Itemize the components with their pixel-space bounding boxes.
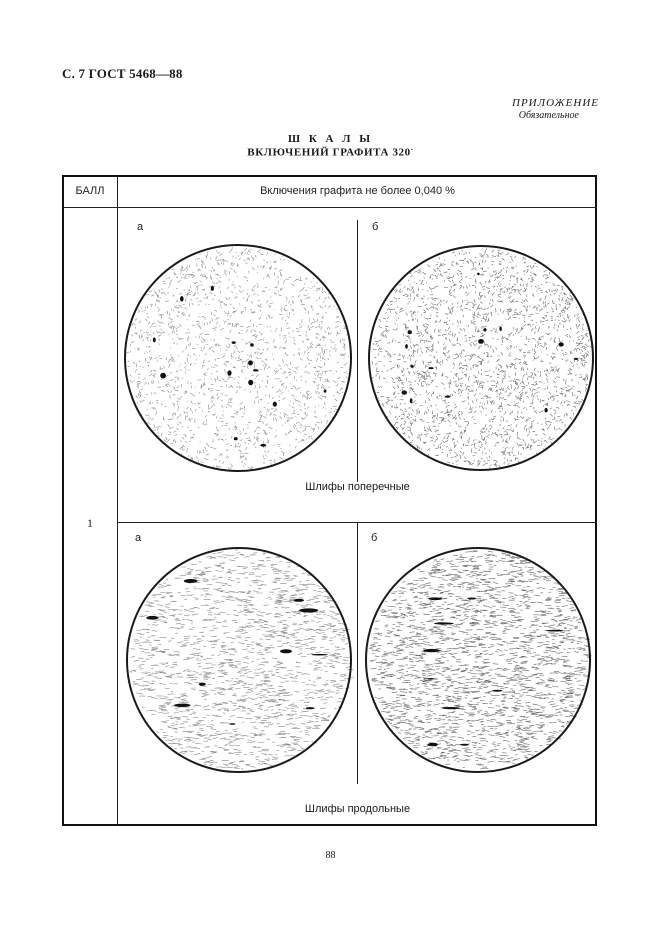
graphite-inclusion: [294, 599, 304, 602]
scale-subtitle: [0, 145, 661, 159]
graphite-inclusion: [248, 360, 253, 365]
micrograph-transverse-a: [123, 243, 353, 473]
panel-label-transverse-a: а: [137, 221, 144, 233]
graphite-inclusion: [428, 367, 433, 369]
graphite-inclusion: [184, 579, 198, 583]
graphite-inclusion: [428, 678, 435, 680]
graphite-inclusion: [467, 598, 476, 600]
graphite-inclusion: [324, 390, 327, 393]
graphite-inclusion: [199, 683, 206, 686]
description-column-header: Включения графита не более 0,040 %: [260, 185, 455, 197]
table-header-divider: [63, 207, 597, 208]
graphite-inclusion: [180, 296, 184, 302]
graphite-inclusion: [402, 390, 407, 394]
graphite-inclusion: [174, 704, 191, 707]
graphite-inclusion: [410, 398, 413, 403]
panel-label-transverse-b: б: [372, 221, 379, 233]
graphite-inclusion: [405, 344, 408, 349]
panel-label-longitudinal-b: б: [371, 532, 378, 544]
caption-longitudinal-sections: Шлифы продольные: [304, 803, 411, 815]
graphite-inclusion: [478, 339, 484, 344]
graphite-inclusion: [428, 597, 442, 600]
score-value: 1: [87, 516, 93, 530]
micrograph-transverse-b: [366, 244, 596, 472]
micrograph-texture: [369, 551, 592, 769]
micrograph-outline: [125, 245, 351, 471]
graphite-inclusion: [574, 358, 578, 360]
graphite-inclusion: [227, 370, 231, 375]
score-column-header: БАЛЛ: [75, 185, 105, 197]
graphite-inclusion: [234, 437, 238, 440]
panel-label-longitudinal-a: а: [135, 532, 142, 544]
micrograph-outline: [127, 548, 351, 772]
graphite-inclusion: [153, 337, 156, 342]
graphite-inclusion: [499, 327, 501, 331]
graphite-inclusion: [248, 380, 253, 386]
score-column-divider: [117, 176, 118, 826]
graphite-inclusion: [273, 402, 277, 407]
graphite-inclusion: [306, 707, 315, 709]
micrograph-texture: [372, 248, 593, 469]
micrograph-longitudinal-a: [123, 546, 355, 774]
graphite-inclusion: [492, 690, 502, 692]
graphite-inclusion: [445, 396, 450, 398]
panel-separator-longitudinal: [357, 522, 358, 784]
appendix-status: Обязательное: [518, 110, 579, 121]
graphite-inclusion: [232, 341, 236, 344]
graphite-inclusion: [260, 444, 266, 447]
appendix-label: ПРИЛОЖЕНИЕ: [512, 97, 599, 109]
graphite-inclusion: [299, 608, 318, 612]
graphite-inclusion: [146, 616, 158, 620]
graphite-inclusion: [428, 743, 438, 746]
graphite-inclusion: [460, 744, 469, 746]
micrograph-outline: [369, 246, 593, 470]
graphite-inclusion: [411, 365, 414, 368]
graphite-inclusion: [477, 273, 480, 276]
graphite-inclusion: [442, 707, 460, 709]
graphite-inclusion: [423, 649, 440, 652]
graphite-inclusion: [211, 286, 214, 291]
graphite-inclusion: [160, 373, 166, 379]
graphite-inclusion: [546, 630, 563, 632]
graphite-inclusion: [558, 342, 563, 346]
graphite-inclusion: [229, 723, 235, 725]
micrograph-longitudinal-b: [364, 545, 592, 775]
caption-transverse-sections: Шлифы поперечные: [305, 481, 410, 493]
graphite-inclusion: [408, 330, 412, 334]
scale-subtitle-text: ВКЛЮЧЕНИЙ ГРАФИТА 320: [247, 146, 411, 159]
graphite-inclusion: [253, 369, 259, 371]
micrograph-texture: [126, 247, 349, 469]
graphite-inclusion: [483, 328, 486, 331]
graphite-inclusion: [311, 654, 327, 656]
graphite-inclusion: [280, 649, 292, 653]
page-number: 88: [325, 850, 336, 861]
scale-title: Ш К А Л Ы: [288, 133, 373, 145]
graphite-inclusion: [434, 622, 454, 624]
graphite-inclusion: [545, 408, 548, 412]
graphite-inclusion: [250, 343, 254, 346]
document-reference: С. 7 ГОСТ 5468—88: [62, 66, 183, 81]
scale-subtitle-superscript: -: [410, 145, 414, 153]
panel-separator-transverse: [357, 220, 358, 482]
